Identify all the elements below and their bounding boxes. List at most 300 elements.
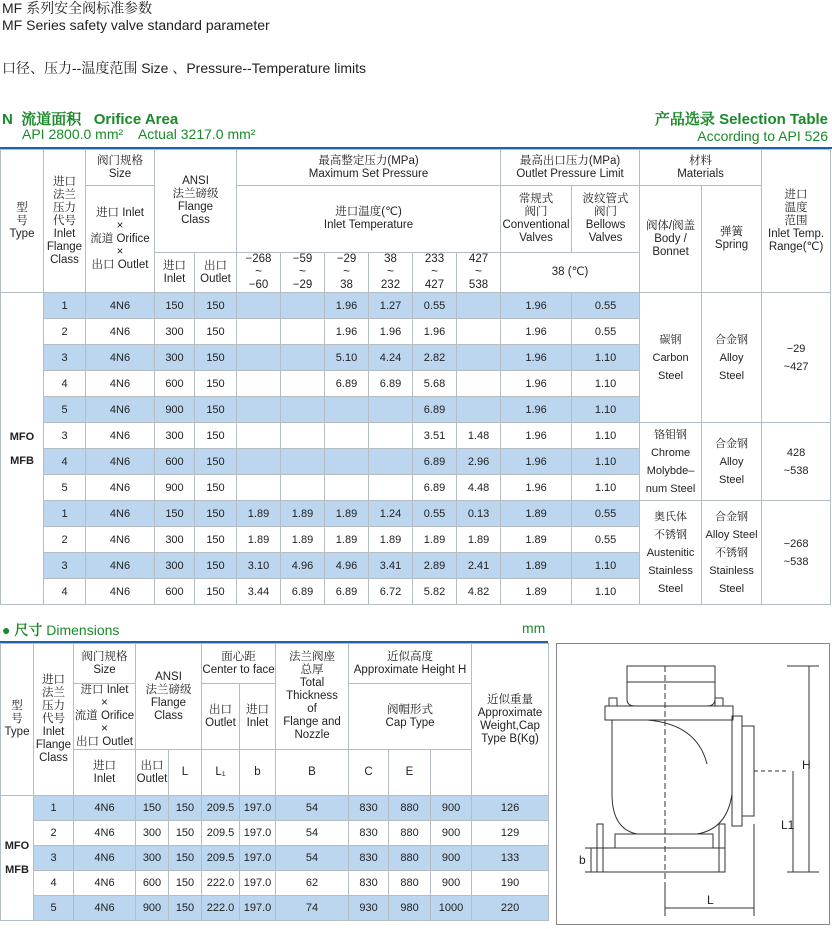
t2-cell: 220 <box>472 896 549 921</box>
actual-area: Actual 3217.0 mm² <box>137 126 256 142</box>
orifice-en: Orifice Area <box>93 111 179 128</box>
t1-cell: 4 <box>44 371 86 397</box>
t2-cell: 900 <box>431 821 472 846</box>
t1-h-mat: 材料 Materials <box>640 150 762 186</box>
t1-cell: 150 <box>195 293 237 319</box>
t1-cell <box>281 449 325 475</box>
t2-cell: 900 <box>431 846 472 871</box>
t1-h-body: 阀体/阀盖 Body / Bonnet <box>640 186 702 293</box>
t1-cell: 3 <box>44 553 86 579</box>
t1-cell: 0.55 <box>572 527 640 553</box>
t2-cell: 197.0 <box>240 821 276 846</box>
t1-cell: 2.41 <box>457 553 501 579</box>
t1-cell: 2.89 <box>413 553 457 579</box>
t1-cell: 1.96 <box>325 319 369 345</box>
t2-cell: 880 <box>389 796 431 821</box>
t1-h-range: 进口 温度 范围 Inlet Temp. Range(℃) <box>762 150 831 293</box>
t1-cell <box>281 371 325 397</box>
t1-cell: 1 <box>44 501 86 527</box>
t1-cell: 6.89 <box>369 371 413 397</box>
t1-cell: 150 <box>195 319 237 345</box>
t2-h-inlet: 进口 Inlet <box>74 750 136 796</box>
t1-cell <box>281 293 325 319</box>
t1-mat-spring-0 <box>702 293 762 423</box>
t1-mat-line: Alloy <box>719 455 744 468</box>
t2-cell: 209.5 <box>202 796 240 821</box>
t2-h-class: 进口 法兰 压力 代号 Inlet Flange Class <box>34 644 74 796</box>
t1-cell: 1.89 <box>457 527 501 553</box>
t1-cell: 1 <box>44 293 86 319</box>
t2-cell: 930 <box>349 896 389 921</box>
t2-cell: 3 <box>34 846 74 871</box>
t2-h-inlet-l1: 进口 Inlet <box>240 684 276 750</box>
t2-type-cell: MFO MFB <box>1 796 34 921</box>
t1-cell: 1.89 <box>501 501 572 527</box>
t1-h-inlettemp: 进口温度(℃) Inlet Temperature <box>237 186 501 253</box>
t1-cell: 1.89 <box>369 527 413 553</box>
t1-mat-line: Austenitic <box>646 546 695 559</box>
t1-mat-range-0 <box>762 293 831 423</box>
t1-cell: 4N6 <box>86 527 155 553</box>
t2-h-outlet-l: 出口 Outlet <box>202 684 240 750</box>
orifice-n: N <box>2 111 13 128</box>
t1-cell: 4.82 <box>457 579 501 605</box>
t1-cell: 4N6 <box>86 501 155 527</box>
t1-cell: 1.89 <box>501 553 572 579</box>
api-area: API 2800.0 mm² <box>22 126 124 142</box>
t2-h-outlet: 出口 Outlet <box>136 750 169 796</box>
t1-cell: 1.10 <box>572 397 640 423</box>
t1-cell: 150 <box>155 293 195 319</box>
t1-mat-body-1 <box>640 423 702 501</box>
t2-cell: 1 <box>34 796 74 821</box>
dim-l1-label: L1 <box>781 818 795 832</box>
t2-cell: 197.0 <box>240 846 276 871</box>
t2-h-cap: 阀帽形式 Cap Type <box>349 684 472 750</box>
t1-h-temp-0: −268 ~ −60 <box>237 253 281 293</box>
t1-cell: 1.10 <box>572 579 640 605</box>
t2-cell: 222.0 <box>202 871 240 896</box>
t1-mat-line: ~538 <box>783 555 809 568</box>
t1-mat-range-2 <box>762 501 831 605</box>
t1-mat-line: Chrome <box>650 446 691 459</box>
dims-title-cn: 尺寸 <box>14 622 43 638</box>
t1-cell: 1.10 <box>572 423 640 449</box>
t1-cell <box>237 397 281 423</box>
t1-cell: 1.48 <box>457 423 501 449</box>
t1-mat-line: 铬钼钢 <box>654 428 688 441</box>
t1-cell <box>457 293 501 319</box>
t2-h-ansi: ANSI 法兰磅级 Flange Class <box>136 644 202 750</box>
t1-cell: 4N6 <box>86 475 155 501</box>
t1-mat-line: ~427 <box>783 360 809 373</box>
t1-mat-line: Stainless <box>709 564 754 577</box>
t1-mat-spring-1 <box>702 423 762 501</box>
t1-mat-line: 不锈钢 <box>715 546 749 559</box>
t1-cell: 150 <box>195 371 237 397</box>
t1-cell: 300 <box>155 553 195 579</box>
t2-cell: 54 <box>276 796 349 821</box>
according-api: According to API 526 <box>697 128 828 144</box>
t2-cell: 4 <box>34 871 74 896</box>
t1-cell: 4N6 <box>86 423 155 449</box>
t1-cell: 1.96 <box>413 319 457 345</box>
t1-mat-body-2 <box>640 501 702 605</box>
t1-cell: 6.89 <box>325 371 369 397</box>
t1-cell: 6.89 <box>325 579 369 605</box>
t1-cell <box>457 319 501 345</box>
t1-mat-line: 合金钢 <box>715 510 749 523</box>
t1-h-temp-4: 233 ~ 427 <box>413 253 457 293</box>
t1-cell: 150 <box>155 501 195 527</box>
t2-cell: 900 <box>431 796 472 821</box>
t2-h-face: 面心距 Center to face <box>202 644 276 684</box>
t2-cell: 222.0 <box>202 896 240 921</box>
t1-mat-line: −268 <box>783 537 809 550</box>
t1-row <box>1 293 831 319</box>
t1-cell: 300 <box>155 423 195 449</box>
t1-h-size: 阀门规格 Size <box>86 150 155 186</box>
t2-cell: 150 <box>169 896 202 921</box>
t1-h-ansi: ANSI 法兰磅级 Flange Class <box>155 150 237 253</box>
t1-mat-line: 428 <box>786 446 806 459</box>
t1-cell <box>325 397 369 423</box>
dim-b-label: b <box>579 853 586 867</box>
t1-cell: 5.68 <box>413 371 457 397</box>
t2-cell: 150 <box>169 846 202 871</box>
t1-cell <box>281 319 325 345</box>
valve-drawing-svg <box>557 644 829 924</box>
t2-h-thick: 法兰阀座 总厚 Total Thickness of Flange and Nozzle <box>276 644 349 750</box>
t2-h-height: 近似高度 Approximate Height H <box>349 644 472 684</box>
t1-cell: 150 <box>195 527 237 553</box>
t1-cell: 4N6 <box>86 397 155 423</box>
dim-l-label: L <box>707 893 714 907</box>
t1-cell <box>237 423 281 449</box>
t1-cell <box>237 449 281 475</box>
t1-mat-spring-2 <box>702 501 762 605</box>
t2-h-c: C <box>349 750 389 796</box>
t2-h-size: 阀门规格 Size <box>74 644 136 684</box>
t1-cell <box>457 371 501 397</box>
t1-row <box>1 501 831 527</box>
t1-cell: 1.89 <box>237 527 281 553</box>
t2-cell: 4N6 <box>74 871 136 896</box>
t1-cell: 1.10 <box>572 553 640 579</box>
t1-cell: 1.89 <box>281 527 325 553</box>
t1-cell: 1.96 <box>369 319 413 345</box>
t1-cell: 1.10 <box>572 449 640 475</box>
t2-cell: 830 <box>349 871 389 896</box>
t2-cell: 4N6 <box>74 896 136 921</box>
t1-cell <box>325 449 369 475</box>
t1-cell: 150 <box>195 423 237 449</box>
t1-cell: 5 <box>44 397 86 423</box>
t2-cell: 209.5 <box>202 846 240 871</box>
t1-cell: 4.96 <box>281 553 325 579</box>
t1-h-class: 进口 法兰 压力 代号 Inlet Flange Class <box>44 150 86 293</box>
t1-mat-line: Alloy Steel <box>705 528 758 541</box>
t2-cell: 880 <box>389 871 431 896</box>
orifice-cn: 流道面积 <box>21 111 82 128</box>
t1-cell <box>281 345 325 371</box>
t1-cell: 6.89 <box>413 475 457 501</box>
t1-cell: 6.89 <box>281 579 325 605</box>
t1-mat-line: Steel <box>658 369 684 382</box>
t2-cell: 54 <box>276 846 349 871</box>
t2-h-b: b <box>240 750 276 796</box>
t1-mat-line: Stainless <box>648 564 693 577</box>
t2-h-type: 型 号 Type <box>1 644 34 796</box>
t2-cell: 4N6 <box>74 796 136 821</box>
t1-cell: 150 <box>195 579 237 605</box>
t1-cell: 300 <box>155 527 195 553</box>
t1-cell: 4.24 <box>369 345 413 371</box>
orifice-values <box>22 126 255 142</box>
t1-cell: 1.96 <box>501 371 572 397</box>
t2-cell: 209.5 <box>202 821 240 846</box>
t1-cell <box>237 371 281 397</box>
t1-cell: 2.82 <box>413 345 457 371</box>
t1-mat-line: Molybde– <box>646 464 695 477</box>
t1-mat-line: Carbon <box>652 351 689 364</box>
t1-type-cell: MFO MFB <box>1 293 44 605</box>
t1-cell: 1.96 <box>325 293 369 319</box>
t2-row <box>1 821 549 846</box>
t1-h-temp-2: −29 ~ 38 <box>325 253 369 293</box>
t1-cell: 3.51 <box>413 423 457 449</box>
t1-cell <box>369 397 413 423</box>
t1-mat-line: 不锈钢 <box>654 528 688 541</box>
t1-mat-body-0 <box>640 293 702 423</box>
t1-mat-line: 合金钢 <box>715 437 749 450</box>
t1-cell: 4N6 <box>86 345 155 371</box>
t1-cell: 1.96 <box>501 449 572 475</box>
t1-cell: 1.10 <box>572 371 640 397</box>
t1-cell: 0.13 <box>457 501 501 527</box>
t1-cell: 1.89 <box>281 501 325 527</box>
t1-cell: 4N6 <box>86 579 155 605</box>
t1-mat-range-1 <box>762 423 831 501</box>
title-cn: MF 系列安全阀标准参数 <box>2 0 153 16</box>
t2-cell: 4N6 <box>74 821 136 846</box>
t1-cell: 0.55 <box>413 293 457 319</box>
t1-cell: 4N6 <box>86 553 155 579</box>
t1-cell: 0.55 <box>572 501 640 527</box>
t2-row <box>1 796 549 821</box>
t1-cell: 6.89 <box>413 449 457 475</box>
t1-cell: 2.96 <box>457 449 501 475</box>
t1-cell: 1.89 <box>325 501 369 527</box>
t2-row <box>1 846 549 871</box>
t1-h-type: 型 号 Type <box>1 150 44 293</box>
t1-h-size-sub: 进口 Inlet × 流道 Orifice × 出口 Outlet <box>86 186 155 293</box>
t2-cell: 126 <box>472 796 549 821</box>
t2-cell: 830 <box>349 846 389 871</box>
t1-cell: 4N6 <box>86 449 155 475</box>
t1-cell: 300 <box>155 345 195 371</box>
t1-mat-line: Steel <box>719 582 745 595</box>
dims-title-en: Dimensions <box>46 622 120 638</box>
t2-cell: 830 <box>349 821 389 846</box>
t1-cell: 1.89 <box>501 527 572 553</box>
t1-cell <box>281 475 325 501</box>
t1-cell <box>457 397 501 423</box>
t2-row <box>1 871 549 896</box>
t1-cell: 3.44 <box>237 579 281 605</box>
bullet-icon: ● <box>2 622 11 638</box>
t2-cell: 1000 <box>431 896 472 921</box>
t1-h-spring: 弹簧 Spring <box>702 186 762 293</box>
t1-mat-line: num Steel <box>645 482 696 495</box>
t2-h-l1: L₁ <box>202 750 240 796</box>
t1-cell: 1.89 <box>237 501 281 527</box>
t1-cell: 5.10 <box>325 345 369 371</box>
t2-cell: 129 <box>472 821 549 846</box>
t2-cell: 600 <box>136 871 169 896</box>
t1-mat-line: −29 <box>786 342 806 355</box>
t2-cell: 190 <box>472 871 549 896</box>
t1-cell: 5.82 <box>413 579 457 605</box>
t1-cell: 3.41 <box>369 553 413 579</box>
t2-cell: 150 <box>169 821 202 846</box>
t1-mat-line: Alloy <box>719 351 744 364</box>
t1-cell: 6.89 <box>413 397 457 423</box>
t1-cell <box>281 397 325 423</box>
dim-h-label: H <box>802 758 811 772</box>
t2-h-size-sub: 进口 Inlet × 流道 Orifice × 出口 Outlet <box>74 684 135 748</box>
t1-cell: 1.10 <box>572 345 640 371</box>
t2-cell: 197.0 <box>240 871 276 896</box>
t1-cell: 150 <box>195 501 237 527</box>
t1-cell: 4.48 <box>457 475 501 501</box>
t1-cell <box>369 449 413 475</box>
t2-row <box>1 896 549 921</box>
t2-cell: 150 <box>169 796 202 821</box>
t1-cell: 3.10 <box>237 553 281 579</box>
t1-cell: 1.96 <box>501 475 572 501</box>
t2-cell: 5 <box>34 896 74 921</box>
t1-h-bell: 波纹管式 阀门 Bellows Valves <box>572 186 640 253</box>
selection-cn: 产品选录 <box>654 111 715 128</box>
t1-cell: 4 <box>44 449 86 475</box>
t1-h-temp-5: 427 ~ 538 <box>457 253 501 293</box>
title-en: MF Series safety valve standard parameter <box>2 17 270 33</box>
t1-cell: 4N6 <box>86 293 155 319</box>
t1-cell: 3 <box>44 423 86 449</box>
t1-cell: 150 <box>195 553 237 579</box>
t2-cell: 133 <box>472 846 549 871</box>
t2-h-bb: B <box>276 750 349 796</box>
t1-cell <box>325 423 369 449</box>
t1-cell: 1.24 <box>369 501 413 527</box>
t1-mat-line: Steel <box>719 369 745 382</box>
t2-cell: 300 <box>136 846 169 871</box>
t1-cell: 4.96 <box>325 553 369 579</box>
t1-row <box>1 423 831 449</box>
t1-cell: 0.55 <box>413 501 457 527</box>
t1-cell: 150 <box>195 449 237 475</box>
t1-cell: 4N6 <box>86 371 155 397</box>
t1-cell: 3 <box>44 345 86 371</box>
t1-cell <box>237 319 281 345</box>
t1-h-38: 38 (℃) <box>501 253 640 293</box>
t1-cell: 1.96 <box>501 423 572 449</box>
t1-mat-line: 合金钢 <box>715 333 749 346</box>
t2-cell: 830 <box>349 796 389 821</box>
t1-mat-line: Steel <box>719 473 745 486</box>
t1-cell <box>325 475 369 501</box>
t1-mat-line: Steel <box>658 582 684 595</box>
t1-cell: 4N6 <box>86 319 155 345</box>
t1-cell: 300 <box>155 319 195 345</box>
t2-cell: 150 <box>136 796 169 821</box>
selection-en: Selection Table <box>719 111 828 128</box>
t2-cell: 300 <box>136 821 169 846</box>
t1-cell: 2 <box>44 319 86 345</box>
t1-cell: 900 <box>155 397 195 423</box>
t2-cell: 150 <box>169 871 202 896</box>
t2-cell: 2 <box>34 821 74 846</box>
dims-unit: mm <box>522 620 546 636</box>
dims-title <box>2 620 119 640</box>
t1-cell <box>237 293 281 319</box>
t1-cell: 1.27 <box>369 293 413 319</box>
t1-cell: 1.89 <box>501 579 572 605</box>
t1-cell: 1.89 <box>325 527 369 553</box>
t2-cell: 197.0 <box>240 896 276 921</box>
t1-cell <box>237 475 281 501</box>
t1-h-inlet: 进口 Inlet <box>155 253 195 293</box>
t1-cell: 1.96 <box>501 319 572 345</box>
t1-cell: 1.96 <box>501 397 572 423</box>
t1-h-outlet: 出口 Outlet <box>195 253 237 293</box>
t2-cell: 54 <box>276 821 349 846</box>
t1-cell: 2 <box>44 527 86 553</box>
t1-cell: 1.89 <box>413 527 457 553</box>
t2-cell: 197.0 <box>240 796 276 821</box>
t1-cell: 600 <box>155 371 195 397</box>
t1-cell: 0.55 <box>572 293 640 319</box>
t1-cell: 600 <box>155 579 195 605</box>
t1-h-maxout: 最高出口压力(MPa) Outlet Pressure Limit <box>501 150 640 186</box>
t1-cell: 5 <box>44 475 86 501</box>
t1-mat-line: ~538 <box>783 464 809 477</box>
t1-cell <box>237 345 281 371</box>
t2-cell: 980 <box>389 896 431 921</box>
t2-cell: 4N6 <box>74 846 136 871</box>
t1-cell: 4 <box>44 579 86 605</box>
t1-cell <box>457 345 501 371</box>
t2-h-l: L <box>169 750 202 796</box>
t1-h-maxset: 最高整定压力(MPa) Maximum Set Pressure <box>237 150 501 186</box>
t1-h-temp-3: 38 ~ 232 <box>369 253 413 293</box>
t1-cell: 0.55 <box>572 319 640 345</box>
t2-cell: 880 <box>389 846 431 871</box>
t1-cell: 1.96 <box>501 293 572 319</box>
subtitle: 口径、压力--温度范围 Size 、Pressure--Temperature limits <box>2 60 367 76</box>
t1-cell <box>369 475 413 501</box>
t1-cell: 150 <box>195 345 237 371</box>
t2-cell: 74 <box>276 896 349 921</box>
t1-mat-line: 碳钢 <box>659 333 682 346</box>
selection-title <box>655 108 828 129</box>
t2-h-e: E <box>389 750 431 796</box>
t2-cell: 880 <box>389 821 431 846</box>
t1-cell: 6.72 <box>369 579 413 605</box>
t2-h-weight: 近似重量 Approximate Weight,Cap Type B(Kg) <box>472 644 549 796</box>
t1-cell: 1.96 <box>501 345 572 371</box>
